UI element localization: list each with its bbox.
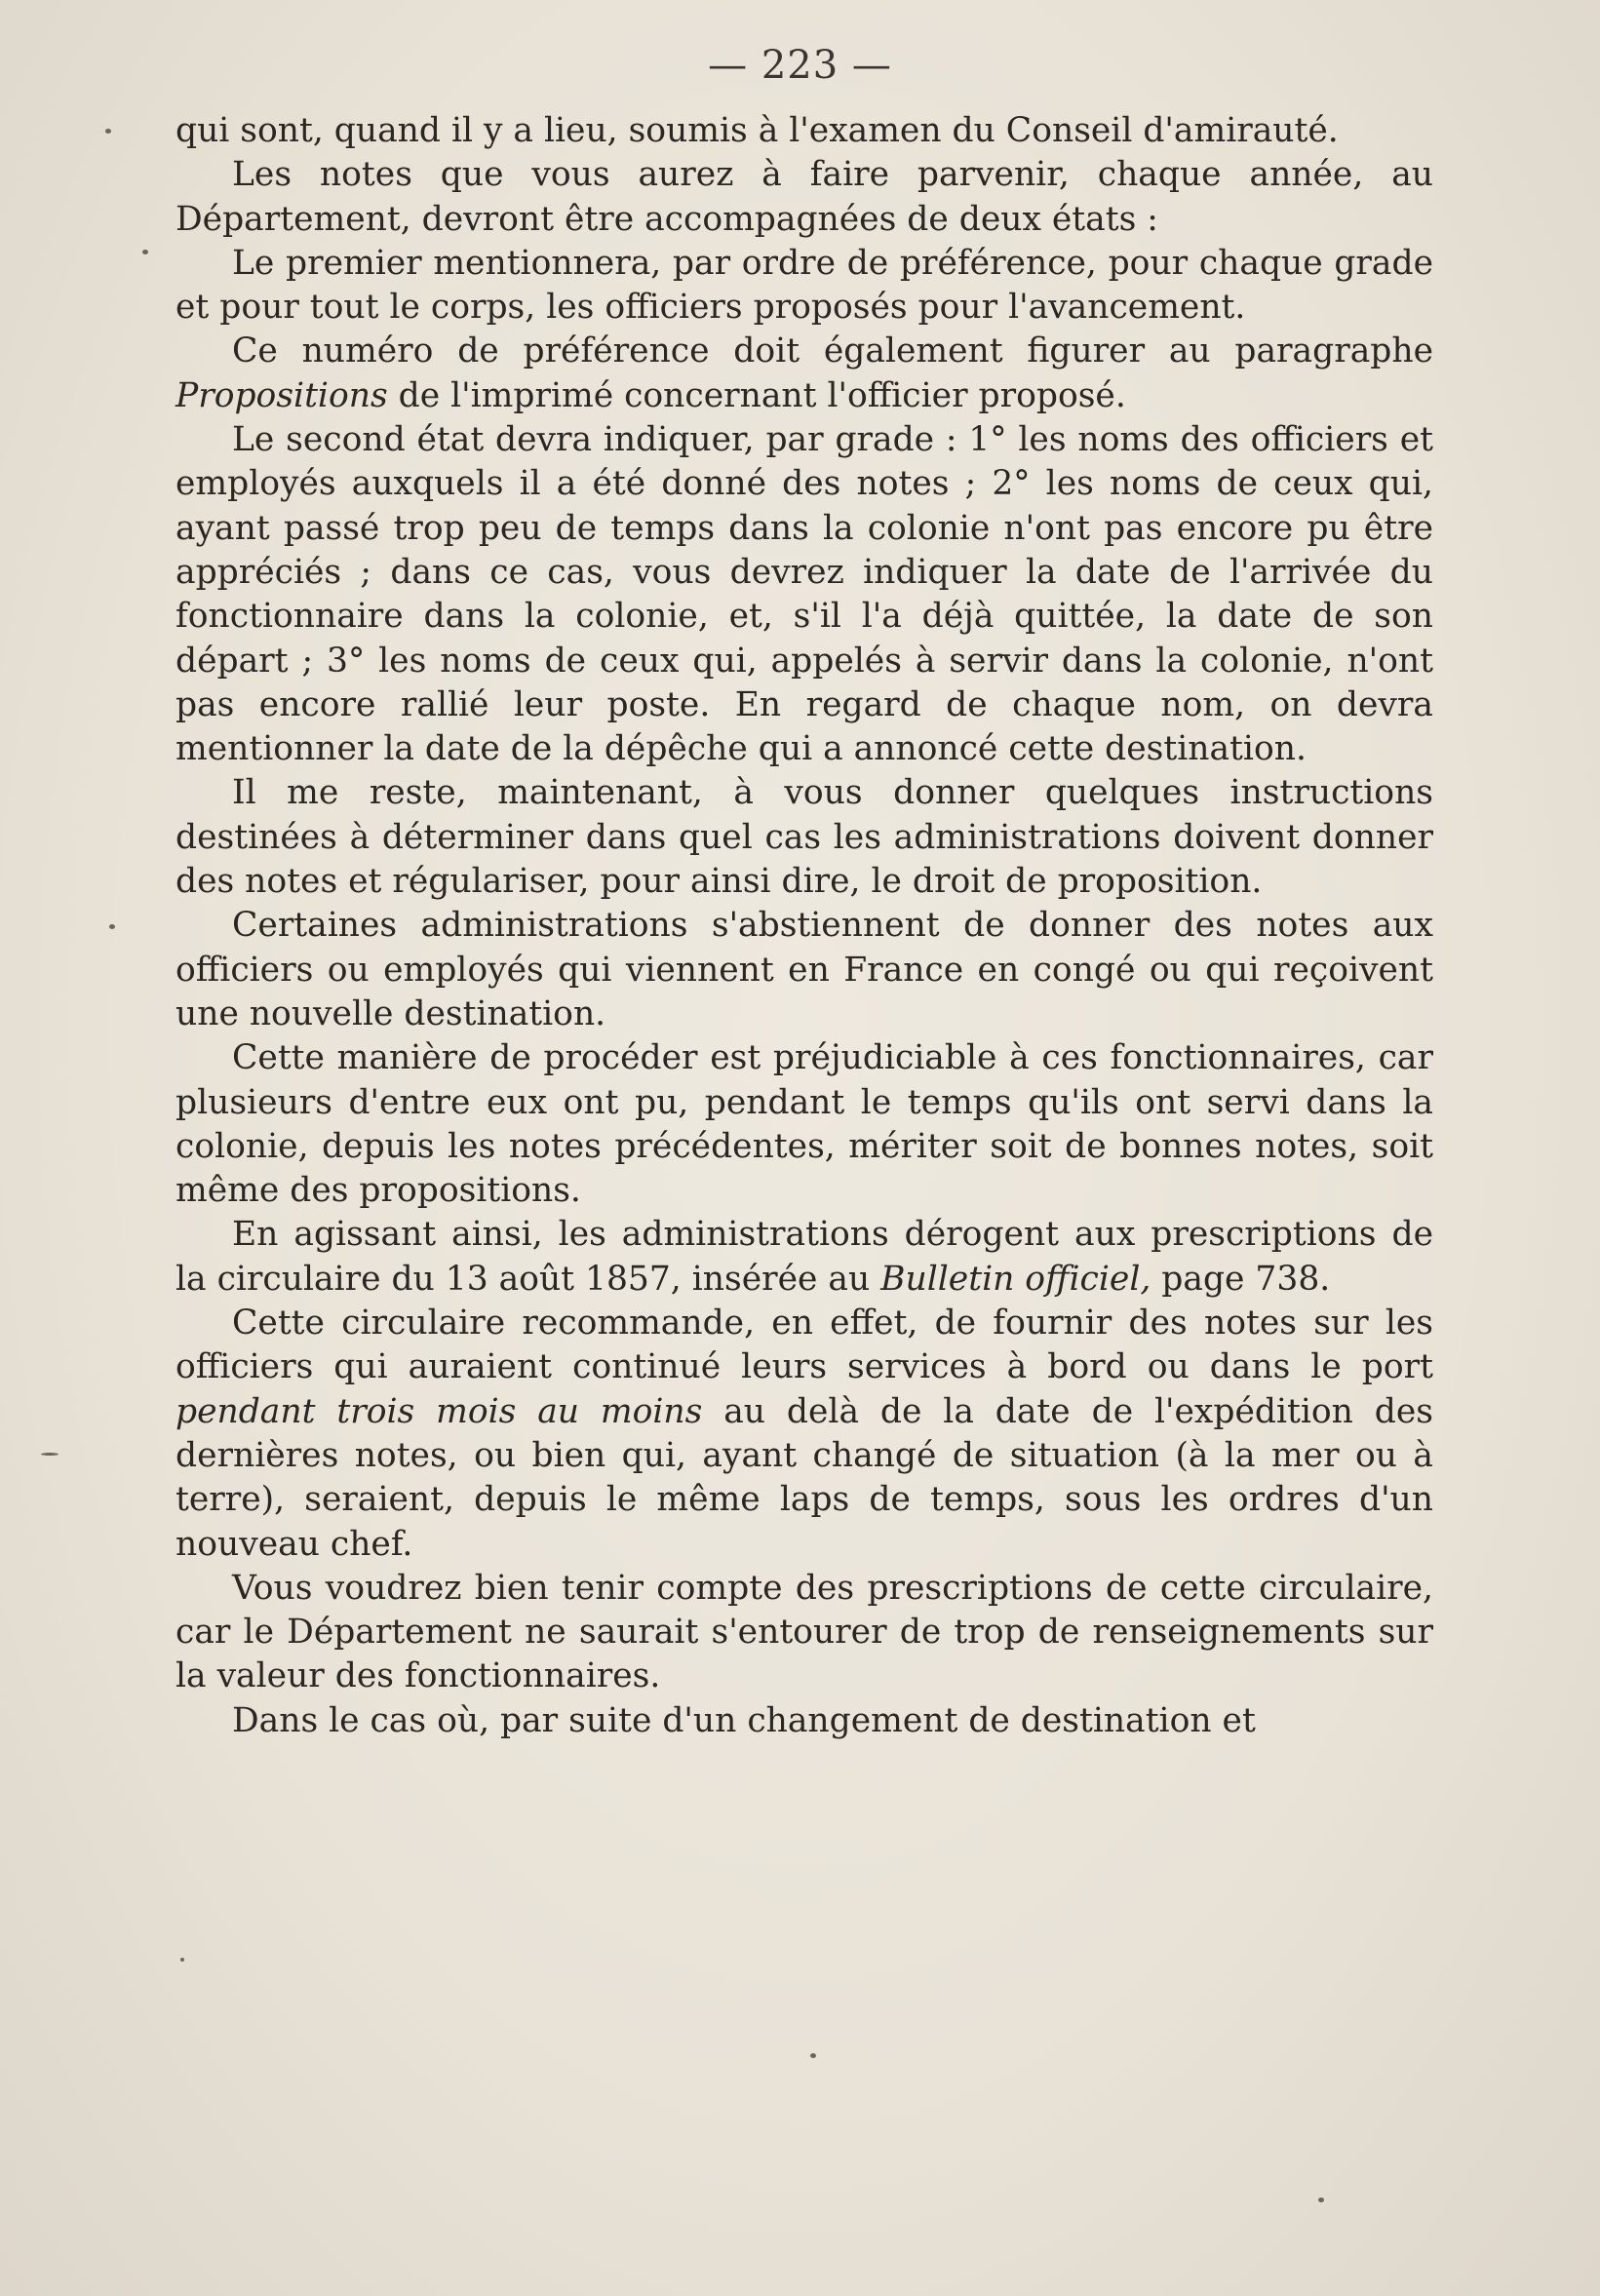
paragraph: qui sont, quand il y a lieu, soumis à l'examen du Conseil d'amirauté. <box>176 111 1339 150</box>
print-speck <box>810 2053 816 2058</box>
paragraph: Le premier mentionnera, par ordre de préférence, pour chaque grade et pour tout le corps, les officiers proposés pour l'avancement. <box>176 243 1433 328</box>
paragraph-text: Ce numéro de préférence doit également figurer au paragraphe <box>232 331 1433 371</box>
print-speck <box>180 1958 184 1962</box>
paragraph-text: En agissant ainsi, les administrations dérogent aux prescriptions de la circulaire du 13 août 1857, insérée au <box>176 1215 1433 1299</box>
paragraph: Cette manière de procéder est préjudiciable à ces fonctionnaires, car plusieurs d'entre eux ont pu, pendant le temps qu'ils ont servi dans la colonie, depuis les notes précédentes, mériter soit de bonnes notes, soit même des propositions. <box>176 1038 1433 1211</box>
paragraph-text: au delà de la date de l'expédition des dernières notes, ou bien qui, ayant changé de situation (à la mer ou à terre), seraient, depuis le même laps de temps, sous les ordres d'un nouveau chef. <box>176 1391 1433 1564</box>
italic-text: Bulletin officiel, <box>880 1259 1151 1299</box>
paragraph-text: Cette circulaire recommande, en effet, de fournir des notes sur les officiers qui auraient continué leurs services à bord ou dans le port <box>176 1304 1433 1387</box>
paragraph: Il me reste, maintenant, à vous donner quelques instructions destinées à déterminer dans quel cas les administrations doivent donner des notes et régulariser, pour ainsi dire, le droit de proposition. <box>176 773 1433 902</box>
paragraph: Certaines administrations s'abstiennent de donner des notes aux officiers ou employés qui viennent en France en congé ou qui reçoivent une nouvelle destination. <box>176 906 1433 1033</box>
paragraph-text: page 738. <box>1151 1259 1331 1299</box>
page-number: — 223 — <box>708 43 892 88</box>
print-speck <box>41 1453 59 1456</box>
paragraph: Vous voudrez bien tenir compte des prescriptions de cette circulaire, car le Département ne saurait s'entourer de trop de renseignements sur la valeur des fonctionnaires. <box>176 1568 1433 1696</box>
italic-text: Propositions <box>176 375 388 415</box>
print-speck <box>109 924 115 929</box>
print-speck <box>142 250 148 254</box>
paragraph-text: de l'imprimé concernant l'officier proposé. <box>387 375 1126 415</box>
body-text <box>176 109 1433 1743</box>
paragraph <box>176 330 1433 418</box>
paragraph: Les notes que vous aurez à faire parvenir, chaque année, au Département, devront être accompagnées de deux états : <box>176 155 1433 239</box>
italic-text: pendant trois mois au moins <box>176 1391 703 1431</box>
paragraph <box>176 1213 1433 1302</box>
print-speck <box>105 129 111 134</box>
paragraph: Dans le cas où, par suite d'un changement de destination et <box>232 1700 1256 1740</box>
paragraph <box>176 1302 1433 1567</box>
paragraph: Le second état devra indiquer, par grade : 1° les noms des officiers et employés auxquels il a été donné des notes ; 2° les noms de ceux qui, ayant passé trop peu de temps dans la colonie n'ont pas encore pu être appréciés ; dans ce cas, vous devrez indiquer la date de l'arrivée du fonctionnaire dans la colonie, et, s'il l'a déjà quittée, la date de son départ ; 3° les noms de ceux qui, appelés à servir dans la colonie, n'ont pas encore rallié leur poste. En regard de chaque nom, on devra mentionner la date de la dépêche qui a annoncé cette destination. <box>176 420 1433 769</box>
print-speck <box>1318 2198 1324 2202</box>
